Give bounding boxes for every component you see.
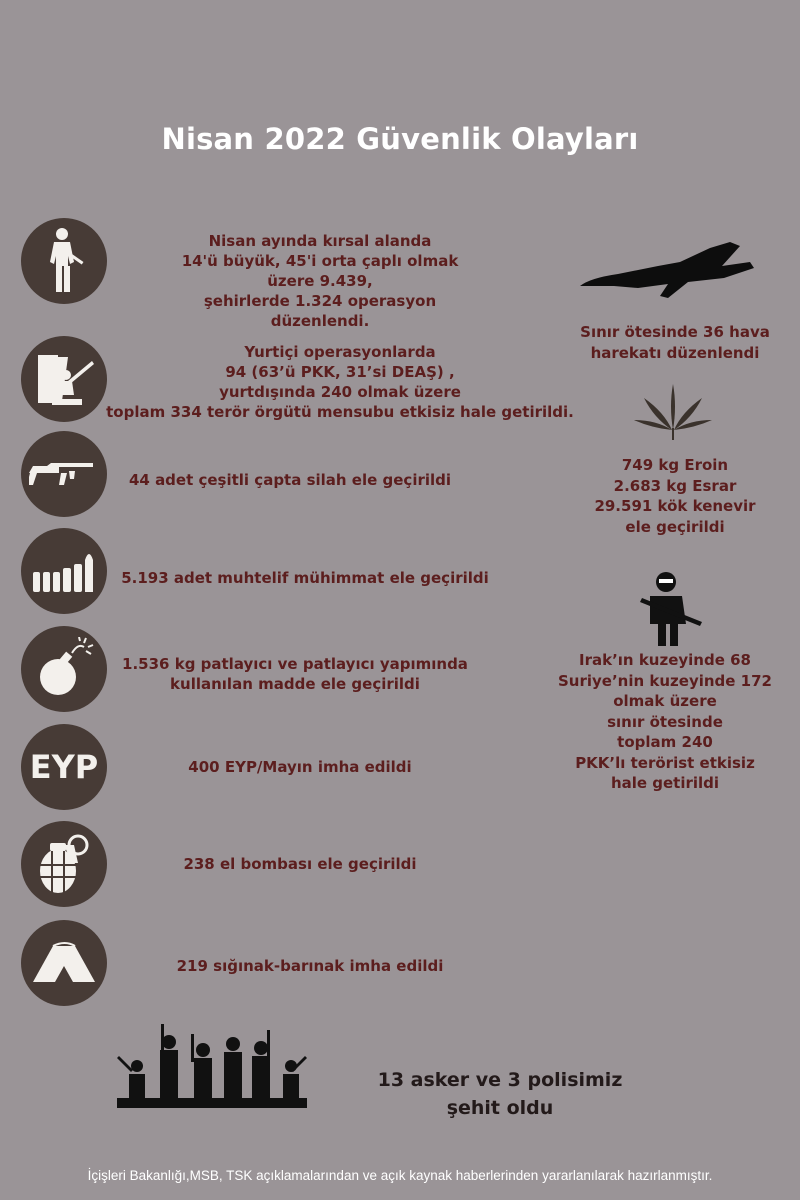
rifle-icon xyxy=(21,431,107,517)
soldiers-silhouette-icon xyxy=(117,1022,307,1108)
air-operations-text: Sınır ötesinde 36 hava harekatı düzenlendi xyxy=(580,323,770,362)
eyp-icon-label: EYP xyxy=(29,748,99,786)
source-footer: İçişleri Bakanlığı,MSB, TSK açıklamalarından ve açık kaynak haberlerinden yararlanılarak hazırlanmıştır. xyxy=(87,1168,713,1183)
drugs-text: 749 kg Eroin 2.683 kg Esrar 29.591 kök kenevir ele geçirildi xyxy=(594,456,756,536)
cannabis-leaf-icon xyxy=(632,382,714,440)
neutralized-text: Yurtiçi operasyonlarda 94 (63’ü PKK, 31’si DEAŞ) , yurtdışında 240 olmak üzere toplam 334 terör örgütü mensubu etkisiz hale getirildi. xyxy=(106,343,574,421)
ammunition-text: 5.193 adet muhtelif mühimmat ele geçirildi xyxy=(121,569,489,587)
masked-terrorist-icon xyxy=(628,570,708,646)
shelters-text: 219 sığınak-barınak imha edildi xyxy=(176,957,444,975)
page-title: Nisan 2022 Güvenlik Olayları xyxy=(161,122,639,156)
fighter-jet-icon xyxy=(578,240,773,320)
ammunition-icon xyxy=(21,528,107,614)
soldier-icon xyxy=(21,218,107,304)
weapons-text: 44 adet çeşitli çapta silah ele geçirildi xyxy=(128,471,452,489)
martyrs-text: 13 asker ve 3 polisimiz şehit oldu xyxy=(377,1069,623,1119)
bomb-icon xyxy=(21,626,107,712)
eyp-icon xyxy=(21,724,107,810)
cross-border-neutralized-text: Irak’ın kuzeyinde 68 Suriye’nin kuzeyinde 172 olmak üzere sınır ötesinde toplam 240 PKK’lı terörist etkisiz hale getirildi xyxy=(558,651,772,792)
eyp-text: 400 EYP/Mayın imha edildi xyxy=(188,758,412,776)
grenades-text: 238 el bombası ele geçirildi xyxy=(183,855,417,873)
explosives-text: 1.536 kg patlayıcı ve patlayıcı yapımında kullanılan madde ele geçirildi xyxy=(122,655,468,693)
grenade-icon xyxy=(21,821,107,907)
neutralized-terrorist-icon xyxy=(21,336,107,422)
tent-icon xyxy=(21,920,107,1006)
rural-operations-text: Nisan ayında kırsal alanda 14'ü büyük, 45'i orta çaplı olmak üzere 9.439, şehirlerde 1.324 operasyon düzenlendi. xyxy=(181,232,459,330)
